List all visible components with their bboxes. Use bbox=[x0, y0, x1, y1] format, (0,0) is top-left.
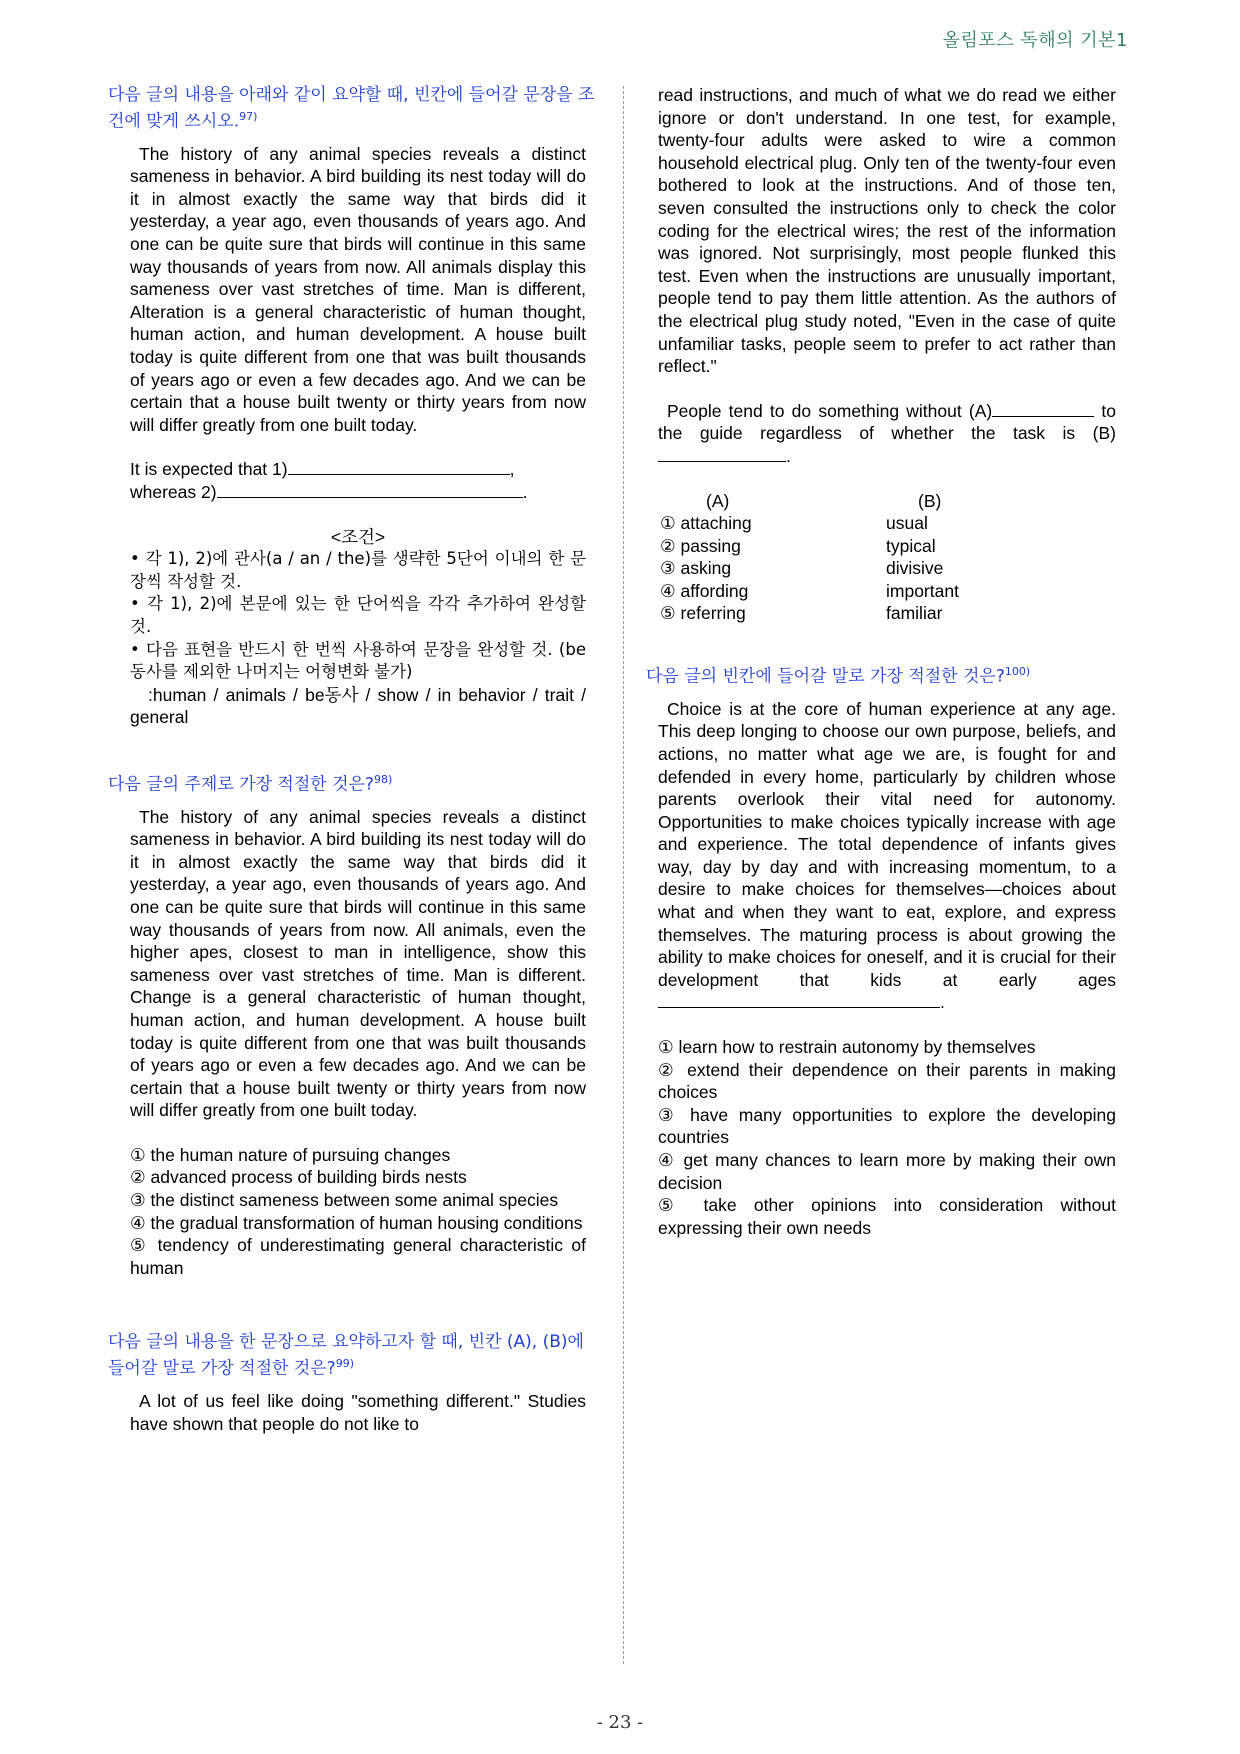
answer-option[interactable]: ① learn how to restrain autonomy by themselves bbox=[658, 1037, 1036, 1058]
answer-option[interactable]: ⑤ take other opinions into consideration without expressing their own needs bbox=[658, 1195, 1116, 1238]
answer-option[interactable]: ③ the distinct sameness between some animal species bbox=[130, 1190, 559, 1211]
question-99-title: 다음 글의 내용을 한 문장으로 요약하고자 할 때, 빈칸 (A), (B)에 들어갈 말로 가장 적절한 것은?$^{99)}$ bbox=[108, 1332, 584, 1380]
question-number: 97) bbox=[239, 110, 258, 123]
question-99-passage-continued: read instructions, and much of what we do read we either ignore or don't understand. In one test, for example, twenty-four adults were asked to wire a common household electrical plug. Only ten of the twenty-four even bothered to look at the instructions. And of those ten, seven consulted the instructions only to check the color coding for the electrical wires; the rest of the information was ignored. Not surprisingly, most people flunked this test. Even when the instructions are unusually important, people tend to pay them little attention. As the authors of the electrical plug study noted, "Even in the case of quite unfamiliar tasks, people seem to prefer to act rather than reflect." bbox=[658, 85, 1116, 377]
answer-option[interactable]: ② advanced process of building birds nests bbox=[130, 1167, 467, 1188]
question-100-passage: Choice is at the core of human experience at any age. This deep longing to choose our own purpose, beliefs, and actions, no matter what age we are, is fought for and defended in every home, particularly by children whose parents overlook their vital need for autonomy. Opportunities to make choices typically increase with age and experience. The total dependence of infants gives way, day by day and with increasing momentum, to a desire to make choices for themselves—choices about what and when they want to eat, explore, and express themselves. The maturing process is about growing the ability to make choices for oneself, and it is crucial for their development that kids at early ages . bbox=[658, 698, 1116, 1013]
blank-b bbox=[658, 445, 786, 462]
condition-item: • 다음 표현을 반드시 한 번씩 사용하여 문장을 완성할 것. (be동사를 제외한 나머지는 어형변화 불가) bbox=[130, 639, 586, 682]
answer-option[interactable]: ② extend their dependence on their parents in making choices bbox=[658, 1059, 1116, 1103]
answer-option[interactable]: ⑤ tendency of underestimating general characteristic of human bbox=[130, 1235, 586, 1278]
conditions-title: <조건> bbox=[330, 526, 386, 547]
column-divider bbox=[623, 86, 624, 1664]
answer-option[interactable]: ④ affording important bbox=[660, 580, 959, 601]
answer-option[interactable]: ④ the gradual transformation of human housing conditions bbox=[130, 1212, 583, 1233]
question-number: 100) bbox=[1004, 665, 1031, 679]
answer-option[interactable]: ⑤ referring familiar bbox=[660, 603, 943, 624]
answer-option[interactable]: ① the human nature of pursuing changes bbox=[130, 1144, 451, 1165]
blank-a bbox=[992, 400, 1094, 417]
question-100-title: 다음 글의 빈칸에 들어갈 말로 가장 적절한 것은?$^{100)}$ bbox=[646, 665, 1031, 687]
answer-option[interactable]: ② passing typical bbox=[660, 535, 936, 556]
question-98-passage: The history of any animal species reveals a distinct sameness in behavior. A bird building its nest today will do it in almost exactly the same way that birds did it yesterday, a year ago, even thousands of years ago. And one can be quite sure that birds will continue in this same way thousands of years from now. All animals, even the higher apes, closest to man in intelligence, show this sameness over vast stretches of time. Man is different. Change is a general characteristic of human thought, human action, and human development. A house built today is quite different from one that was built thousands of years ago or even a few decades ago. And we can be certain that a house built twenty or thirty years from now will differ greatly from one built today. bbox=[130, 806, 586, 1121]
column-a-header: (A) bbox=[706, 490, 730, 511]
question-number: 98) bbox=[373, 772, 393, 786]
answer-option[interactable]: ③ have many opportunities to explore the developing countries bbox=[658, 1104, 1116, 1148]
question-97-title: 다음 글의 내용을 아래와 같이 요약할 때, 빈칸에 들어갈 문장을 조건에 맞게 쓰시오.$^{97)}$ bbox=[108, 85, 595, 132]
question-99-options bbox=[660, 490, 959, 626]
question-97-summary: It is expected that 1) , whereas 2) . bbox=[130, 459, 528, 502]
page-header-title: 올림포스 독해의 기본1 bbox=[942, 30, 1128, 51]
question-99-passage-start: A lot of us feel like doing "something different." Studies have shown that people do not like to bbox=[130, 1391, 586, 1434]
question-97-passage: The history of any animal species reveals a distinct sameness in behavior. A bird building its nest today will do it in almost exactly the same way that birds did it yesterday, a year ago, even thousands of years ago. And one can be quite sure that birds will continue in this same way thousands of years from now. All animals display this sameness over vast stretches of time. Man is different, Alteration is a general characteristic of human thought, human action, and human development. A house built today is quite different from one that was built thousands of years ago or even a few decades ago. And we can be certain that a house built twenty or thirty years from now will differ greatly from one built today. bbox=[130, 143, 586, 435]
answer-option[interactable]: ④ get many chances to learn more by making their own decision bbox=[658, 1150, 1116, 1193]
question-number: 99) bbox=[335, 1357, 354, 1371]
condition-expressions: :human / animals / be동사 / show / in behavior / trait / general bbox=[130, 684, 586, 728]
right-column bbox=[646, 84, 1128, 1239]
question-98-title: 다음 글의 주제로 가장 적절한 것은?$^{98)}$ bbox=[108, 772, 393, 795]
question-99-summary: People tend to do something without (A) to the guide regardless of whether the task is (B). bbox=[658, 400, 1116, 466]
page-number: - 23 - bbox=[596, 1712, 644, 1733]
answer-blank-1[interactable] bbox=[288, 458, 510, 475]
answer-option[interactable]: ① attaching usual bbox=[660, 513, 928, 534]
answer-option[interactable]: ③ asking divisive bbox=[660, 558, 944, 579]
condition-item: • 각 1), 2)에 관사(a / an / the)를 생략한 5단어 이내의 한 문장씩 작성할 것. bbox=[130, 549, 586, 591]
left-column bbox=[108, 84, 598, 1435]
answer-blank bbox=[658, 991, 940, 1008]
answer-blank-2[interactable] bbox=[217, 481, 523, 498]
condition-item: • 각 1), 2)에 본문에 있는 한 단어씩을 각각 추가하여 완성할 것. bbox=[130, 594, 586, 636]
column-b-header: (B) bbox=[918, 490, 942, 511]
